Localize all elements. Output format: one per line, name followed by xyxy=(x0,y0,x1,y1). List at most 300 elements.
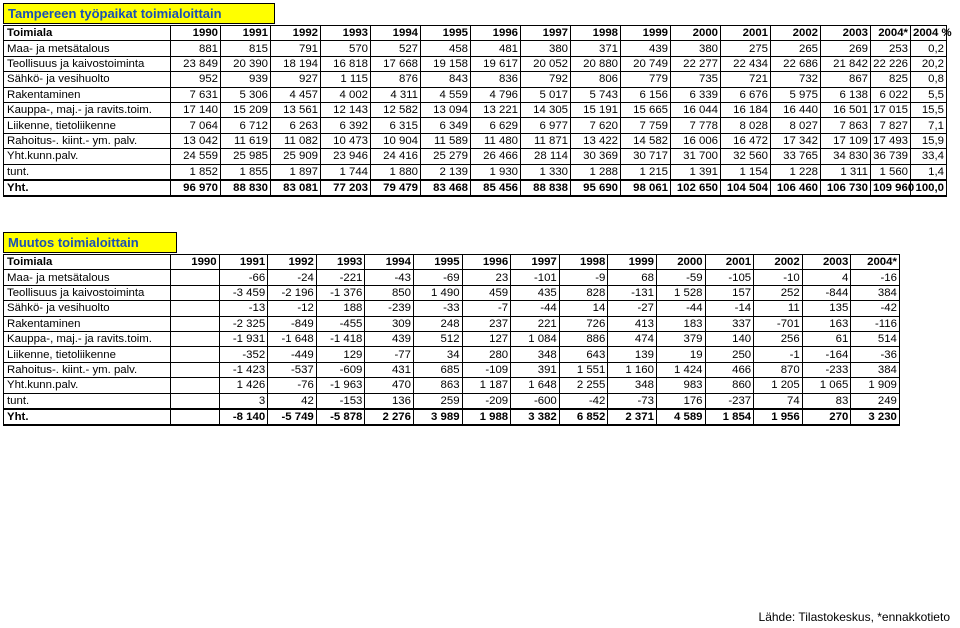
table-cell: 1 988 xyxy=(462,409,511,425)
table-cell: 2003 xyxy=(821,26,871,41)
table-cell: 11 589 xyxy=(421,133,471,148)
table-cell: -609 xyxy=(316,362,365,377)
table-cell: 163 xyxy=(802,316,851,331)
table-cell: 1994 xyxy=(371,26,421,41)
table-cell: 1 560 xyxy=(871,164,911,180)
table-cell: -1 648 xyxy=(268,331,317,346)
table-row xyxy=(4,393,900,409)
table-cell: 570 xyxy=(321,41,371,56)
table-cell: 31 700 xyxy=(671,149,721,164)
table-cell: 5 743 xyxy=(571,87,621,102)
table-cell: 79 479 xyxy=(371,180,421,196)
table-cell: 95 690 xyxy=(571,180,621,196)
table-cell: -2 196 xyxy=(268,285,317,300)
table-row xyxy=(4,87,947,102)
table-cell: -600 xyxy=(511,393,560,409)
table-cell xyxy=(171,301,220,316)
table-cell: 1990 xyxy=(171,255,220,270)
table-cell: 221 xyxy=(511,316,560,331)
table-cell: -5 749 xyxy=(268,409,317,425)
table-cell: 15,9 xyxy=(911,133,947,148)
table-cell: -1 418 xyxy=(316,331,365,346)
table-cell: 371 xyxy=(571,41,621,56)
table-cell: 1 424 xyxy=(656,362,705,377)
table-cell: 435 xyxy=(511,285,560,300)
table-cell: 721 xyxy=(721,72,771,87)
row-label: Rahoitus-. kiint.- ym. palv. xyxy=(4,133,171,148)
row-label: Kauppa-, maj.- ja ravits.toim. xyxy=(4,331,171,346)
table-row xyxy=(4,285,900,300)
table-cell: 685 xyxy=(413,362,462,377)
table-cell: 15 665 xyxy=(621,102,671,117)
table2-title: Muutos toimialoittain xyxy=(3,232,177,253)
table-cell xyxy=(171,378,220,393)
table-cell: 6 022 xyxy=(871,87,911,102)
table-cell: 12 582 xyxy=(371,102,421,117)
table-cell: 726 xyxy=(559,316,608,331)
table-cell: 439 xyxy=(621,41,671,56)
table-cell: 13 422 xyxy=(571,133,621,148)
table-cell: 10 904 xyxy=(371,133,421,148)
table-cell: 16 501 xyxy=(821,102,871,117)
table-cell: 17 140 xyxy=(171,102,221,117)
table-cell: 0,2 xyxy=(911,41,947,56)
table-row xyxy=(4,378,900,393)
table-cell: 88 838 xyxy=(521,180,571,196)
table-cell: 7,1 xyxy=(911,118,947,133)
table-cell: -449 xyxy=(268,347,317,362)
table-cell: 309 xyxy=(365,316,414,331)
table-cell: 83 xyxy=(802,393,851,409)
table-cell: 14 xyxy=(559,301,608,316)
table-cell: 1 426 xyxy=(219,378,268,393)
table-cell: -13 xyxy=(219,301,268,316)
table-cell: -7 xyxy=(462,301,511,316)
table-cell: 17 109 xyxy=(821,133,871,148)
table-cell: 98 061 xyxy=(621,180,671,196)
table-cell: -537 xyxy=(268,362,317,377)
table-cell: -76 xyxy=(268,378,317,393)
source-note: Lähde: Tilastokeskus, *ennakkotieto xyxy=(758,610,950,624)
table-cell: 466 xyxy=(705,362,754,377)
table-cell: 22 226 xyxy=(871,56,911,71)
table-cell: -105 xyxy=(705,270,754,285)
table-cell: 19 xyxy=(656,347,705,362)
table-cell: 836 xyxy=(471,72,521,87)
table-cell: 380 xyxy=(671,41,721,56)
table-cell: -33 xyxy=(413,301,462,316)
table-cell: 106 730 xyxy=(821,180,871,196)
table-cell: 6 712 xyxy=(221,118,271,133)
table-cell: 6 349 xyxy=(421,118,471,133)
table-cell: 20 390 xyxy=(221,56,271,71)
table-cell xyxy=(171,393,220,409)
table-cell xyxy=(171,331,220,346)
table-cell: 176 xyxy=(656,393,705,409)
table-cell: 22 277 xyxy=(671,56,721,71)
table-cell: 2003 xyxy=(802,255,851,270)
table-cell: -3 459 xyxy=(219,285,268,300)
table-cell: 384 xyxy=(851,285,900,300)
table-cell xyxy=(171,316,220,331)
table-cell: 3 382 xyxy=(511,409,560,425)
table-cell: 22 434 xyxy=(721,56,771,71)
table-cell: 74 xyxy=(754,393,803,409)
table-cell: 275 xyxy=(721,41,771,56)
table-cell: 7 759 xyxy=(621,118,671,133)
table-cell: 109 960 xyxy=(871,180,911,196)
table1-title: Tampereen työpaikat toimialoittain xyxy=(3,3,275,24)
table-cell: 136 xyxy=(365,393,414,409)
row-label: Rahoitus-. kiint.- ym. palv. xyxy=(4,362,171,377)
table-cell: 28 114 xyxy=(521,149,571,164)
table-cell: 1993 xyxy=(316,255,365,270)
table-cell: 140 xyxy=(705,331,754,346)
table-cell: 2 276 xyxy=(365,409,414,425)
table-cell: 102 650 xyxy=(671,180,721,196)
table-cell: -352 xyxy=(219,347,268,362)
table-cell: -455 xyxy=(316,316,365,331)
table-cell: 270 xyxy=(802,409,851,425)
table-row xyxy=(4,72,947,87)
row-label: Yht.kunn.palv. xyxy=(4,149,171,164)
table-cell: 2 371 xyxy=(608,409,657,425)
table-cell: -77 xyxy=(365,347,414,362)
table-cell: 1998 xyxy=(571,26,621,41)
table-cell: 431 xyxy=(365,362,414,377)
table-cell: 413 xyxy=(608,316,657,331)
table-cell: 33 765 xyxy=(771,149,821,164)
table-cell: 1991 xyxy=(221,26,271,41)
table-row xyxy=(4,270,900,285)
table-cell: 1 084 xyxy=(511,331,560,346)
table-cell: 33,4 xyxy=(911,149,947,164)
table-cell: 458 xyxy=(421,41,471,56)
table-cell: -73 xyxy=(608,393,657,409)
table-cell: 1 154 xyxy=(721,164,771,180)
table-cell: 1996 xyxy=(462,255,511,270)
table-cell: 2 139 xyxy=(421,164,471,180)
table-cell: 459 xyxy=(462,285,511,300)
table-cell: 2001 xyxy=(721,26,771,41)
table-cell: 265 xyxy=(771,41,821,56)
table-cell: 806 xyxy=(571,72,621,87)
table-cell: 1 115 xyxy=(321,72,371,87)
table-cell: -849 xyxy=(268,316,317,331)
table-cell: 481 xyxy=(471,41,521,56)
table-row xyxy=(4,331,900,346)
table-cell: 380 xyxy=(521,41,571,56)
table-cell: 1 744 xyxy=(321,164,371,180)
table-cell: -16 xyxy=(851,270,900,285)
table-cell xyxy=(171,362,220,377)
row-label: tunt. xyxy=(4,393,171,409)
table-cell: -9 xyxy=(559,270,608,285)
table-cell: 15,5 xyxy=(911,102,947,117)
row-label: Yht.kunn.palv. xyxy=(4,378,171,393)
table-cell: 2004* xyxy=(871,26,911,41)
table-cell: -1 963 xyxy=(316,378,365,393)
table-cell: 1999 xyxy=(621,26,671,41)
table-cell: 791 xyxy=(271,41,321,56)
table-cell: 6 339 xyxy=(671,87,721,102)
table-cell: 4 xyxy=(802,270,851,285)
table-cell: 876 xyxy=(371,72,421,87)
table-cell: 17 015 xyxy=(871,102,911,117)
table-cell: -164 xyxy=(802,347,851,362)
table-row xyxy=(4,301,900,316)
table-cell: 4 589 xyxy=(656,409,705,425)
table-cell: -101 xyxy=(511,270,560,285)
employment-table xyxy=(3,25,952,197)
table-cell: 129 xyxy=(316,347,365,362)
table-cell: 863 xyxy=(413,378,462,393)
table-cell: 13 561 xyxy=(271,102,321,117)
table-row xyxy=(4,118,947,133)
table-cell: 1 648 xyxy=(511,378,560,393)
table-cell: 23 849 xyxy=(171,56,221,71)
table-cell: 1,4 xyxy=(911,164,947,180)
table-cell: 4 796 xyxy=(471,87,521,102)
table-cell: 952 xyxy=(171,72,221,87)
table-cell: 527 xyxy=(371,41,421,56)
table-cell: 927 xyxy=(271,72,321,87)
table-cell: 88 830 xyxy=(221,180,271,196)
table-cell: 20 880 xyxy=(571,56,621,71)
table-cell xyxy=(171,270,220,285)
table-cell: 8 027 xyxy=(771,118,821,133)
table-cell: -701 xyxy=(754,316,803,331)
table-cell: 828 xyxy=(559,285,608,300)
change-table xyxy=(3,254,900,426)
table-cell: 104 504 xyxy=(721,180,771,196)
table-cell: 20 749 xyxy=(621,56,671,71)
table-cell: 6 629 xyxy=(471,118,521,133)
row-label: Teollisuus ja kaivostoiminta xyxy=(4,285,171,300)
table-cell: 337 xyxy=(705,316,754,331)
table-cell: 11 619 xyxy=(221,133,271,148)
table-cell: 3 989 xyxy=(413,409,462,425)
table-cell: -221 xyxy=(316,270,365,285)
table-cell: -42 xyxy=(559,393,608,409)
table-cell: 1994 xyxy=(365,255,414,270)
table-cell: 16 184 xyxy=(721,102,771,117)
table-cell: 21 842 xyxy=(821,56,871,71)
table-cell: 867 xyxy=(821,72,871,87)
row-label: Yht. xyxy=(4,409,171,425)
table-cell: 24 416 xyxy=(371,149,421,164)
table-cell: 2000 xyxy=(656,255,705,270)
table-cell: 96 970 xyxy=(171,180,221,196)
table-cell: -131 xyxy=(608,285,657,300)
table-cell: 269 xyxy=(821,41,871,56)
table-cell: 1 930 xyxy=(471,164,521,180)
table-cell: 16 440 xyxy=(771,102,821,117)
table-cell: -12 xyxy=(268,301,317,316)
table-cell: 7 827 xyxy=(871,118,911,133)
table-cell: 1 228 xyxy=(771,164,821,180)
table-cell: 1 205 xyxy=(754,378,803,393)
table-cell: 1 065 xyxy=(802,378,851,393)
row-label: Maa- ja metsätalous xyxy=(4,270,171,285)
table-cell: -5 878 xyxy=(316,409,365,425)
table-cell: 24 559 xyxy=(171,149,221,164)
table-cell: 30 717 xyxy=(621,149,671,164)
table-cell: 4 559 xyxy=(421,87,471,102)
table-cell: -153 xyxy=(316,393,365,409)
table-cell: 23 xyxy=(462,270,511,285)
table-cell: 512 xyxy=(413,331,462,346)
table-cell: 1 956 xyxy=(754,409,803,425)
table-cell: 1995 xyxy=(421,26,471,41)
table-cell: 5,5 xyxy=(911,87,947,102)
table-cell: 815 xyxy=(221,41,271,56)
table-cell: -14 xyxy=(705,301,754,316)
table-cell: 10 473 xyxy=(321,133,371,148)
table-cell: 643 xyxy=(559,347,608,362)
table-cell: 886 xyxy=(559,331,608,346)
table-cell: 3 230 xyxy=(851,409,900,425)
table-cell: 2002 xyxy=(771,26,821,41)
row-label: Maa- ja metsätalous xyxy=(4,41,171,56)
table-cell: 12 143 xyxy=(321,102,371,117)
table-cell: -69 xyxy=(413,270,462,285)
table-cell: 6 392 xyxy=(321,118,371,133)
table-cell: 25 985 xyxy=(221,149,271,164)
table-cell: -36 xyxy=(851,347,900,362)
table-cell: 732 xyxy=(771,72,821,87)
table-cell: 17 668 xyxy=(371,56,421,71)
table-cell: 20 052 xyxy=(521,56,571,71)
table-cell: 870 xyxy=(754,362,803,377)
row-label: Yht. xyxy=(4,180,171,196)
table-cell: 61 xyxy=(802,331,851,346)
table-cell: 2002 xyxy=(754,255,803,270)
table-cell: 1 391 xyxy=(671,164,721,180)
table-cell: 19 158 xyxy=(421,56,471,71)
table-cell: 280 xyxy=(462,347,511,362)
table-cell: 2004* xyxy=(851,255,900,270)
total-row xyxy=(4,409,900,425)
table-cell: 7 778 xyxy=(671,118,721,133)
table-cell: 1998 xyxy=(559,255,608,270)
table-cell: 4 002 xyxy=(321,87,371,102)
table-cell: 16 818 xyxy=(321,56,371,71)
table-cell: 0,8 xyxy=(911,72,947,87)
table-cell: 1995 xyxy=(413,255,462,270)
table-cell: 1996 xyxy=(471,26,521,41)
table-cell: 514 xyxy=(851,331,900,346)
table-cell: 6 676 xyxy=(721,87,771,102)
row-label: Liikenne, tietoliikenne xyxy=(4,118,171,133)
row-label: Rakentaminen xyxy=(4,87,171,102)
table-cell: 1991 xyxy=(219,255,268,270)
header-row xyxy=(4,26,947,41)
table-cell: 379 xyxy=(656,331,705,346)
table-cell: 15 209 xyxy=(221,102,271,117)
table-cell: -10 xyxy=(754,270,803,285)
row-label: Sähkö- ja vesihuolto xyxy=(4,72,171,87)
table-cell: -1 931 xyxy=(219,331,268,346)
table-cell: 256 xyxy=(754,331,803,346)
table-cell: 1990 xyxy=(171,26,221,41)
table-cell: 3 xyxy=(219,393,268,409)
table-row xyxy=(4,41,947,56)
row-label: Kauppa-, maj.- ja ravits.toim. xyxy=(4,102,171,117)
table-row xyxy=(4,102,947,117)
table-row xyxy=(4,362,900,377)
table-cell: 6 852 xyxy=(559,409,608,425)
table-cell: 348 xyxy=(511,347,560,362)
table-cell: 135 xyxy=(802,301,851,316)
table-cell: -24 xyxy=(268,270,317,285)
table-cell: 36 739 xyxy=(871,149,911,164)
table-cell: 183 xyxy=(656,316,705,331)
table-cell: 1 528 xyxy=(656,285,705,300)
table-cell: 1 288 xyxy=(571,164,621,180)
table-cell: -1 376 xyxy=(316,285,365,300)
table-cell: 139 xyxy=(608,347,657,362)
table-cell: -239 xyxy=(365,301,414,316)
table-cell: 5 975 xyxy=(771,87,821,102)
table-cell: 26 466 xyxy=(471,149,521,164)
table-cell: 16 006 xyxy=(671,133,721,148)
row-label: Teollisuus ja kaivostoiminta xyxy=(4,56,171,71)
table-cell: 1992 xyxy=(268,255,317,270)
table-cell: 825 xyxy=(871,72,911,87)
row-label: Toimiala xyxy=(4,255,171,270)
table-cell: 34 830 xyxy=(821,149,871,164)
total-row xyxy=(4,180,947,196)
table-cell: 939 xyxy=(221,72,271,87)
row-label: Liikenne, tietoliikenne xyxy=(4,347,171,362)
table-cell: 779 xyxy=(621,72,671,87)
table-cell: 13 042 xyxy=(171,133,221,148)
row-label: Sähkö- ja vesihuolto xyxy=(4,301,171,316)
table-cell: -43 xyxy=(365,270,414,285)
table-cell: -116 xyxy=(851,316,900,331)
table-cell: 30 369 xyxy=(571,149,621,164)
table-cell: 792 xyxy=(521,72,571,87)
table-cell: 470 xyxy=(365,378,414,393)
table-cell: 106 460 xyxy=(771,180,821,196)
table-cell: 1 909 xyxy=(851,378,900,393)
table-cell: 7 631 xyxy=(171,87,221,102)
table-cell: 17 493 xyxy=(871,133,911,148)
table-cell: 439 xyxy=(365,331,414,346)
table-cell: -59 xyxy=(656,270,705,285)
table-cell: 11 480 xyxy=(471,133,521,148)
table-cell: 881 xyxy=(171,41,221,56)
table-cell: 100,0 xyxy=(911,180,947,196)
table-cell: 11 871 xyxy=(521,133,571,148)
table-cell xyxy=(171,285,220,300)
table-cell: 237 xyxy=(462,316,511,331)
table-cell: 1997 xyxy=(511,255,560,270)
table-cell: 1 311 xyxy=(821,164,871,180)
table-cell: 2004 % xyxy=(911,26,947,41)
table-cell: 843 xyxy=(421,72,471,87)
table-cell: 15 191 xyxy=(571,102,621,117)
table-cell: 1999 xyxy=(608,255,657,270)
table-cell: 6 315 xyxy=(371,118,421,133)
table-cell: 18 194 xyxy=(271,56,321,71)
table-cell: 22 686 xyxy=(771,56,821,71)
table-cell: 259 xyxy=(413,393,462,409)
table-cell: -1 423 xyxy=(219,362,268,377)
table-row xyxy=(4,316,900,331)
table-cell: 6 263 xyxy=(271,118,321,133)
